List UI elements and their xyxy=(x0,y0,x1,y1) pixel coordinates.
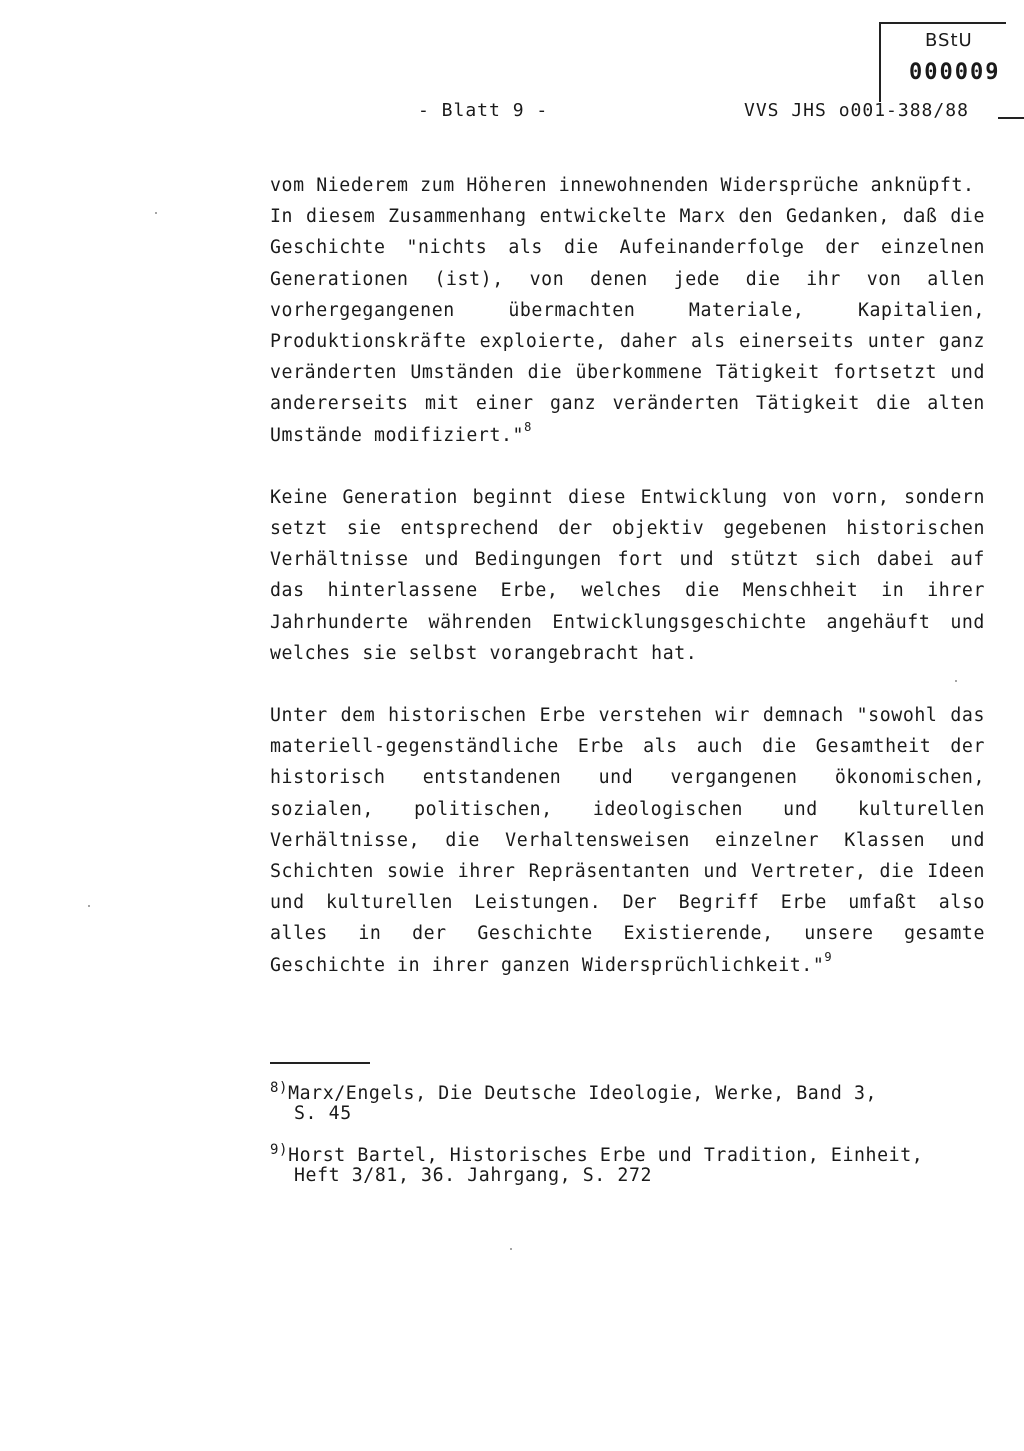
footnote-ref-9: 9 xyxy=(824,949,833,964)
scan-speck xyxy=(155,212,157,214)
footnote-9-line1: Horst Bartel, Historisches Erbe und Tradition, Einheit, xyxy=(288,1145,924,1166)
paragraph-1-text: vom Niederem zum Höheren innewohnenden Widersprüche anknüpft. In diesem Zusammenhang entwickelte Marx den Gedanken, daß die Geschichte "nichts als die Aufeinanderfolge der einzelnen Generationen (ist), von denen jede die ihr von allen vorhergegangenen übermachten Materiale, Kapitalien, Produktionskräfte exploierte, daher als einerseits unter ganz veränderten Umständen die überkommene Tätigkeit fortsetzt und andererseits mit einer ganz veränderten Tätigkeit die alten Umstände modifiziert." xyxy=(270,175,985,446)
scan-speck xyxy=(510,1248,512,1250)
paragraph-2 xyxy=(270,482,985,669)
footnote-divider xyxy=(270,1062,370,1064)
footnote-8-line2: S. 45 xyxy=(294,1103,352,1124)
scan-speck xyxy=(955,680,957,682)
footnote-8-mark: 8) xyxy=(270,1080,289,1096)
page-number: - Blatt 9 - xyxy=(418,100,549,121)
footnote-8-line1: Marx/Engels, Die Deutsche Ideologie, Werke, Band 3, xyxy=(288,1083,878,1104)
footnote-8 xyxy=(270,1078,990,1124)
archive-stamp xyxy=(879,22,1006,102)
footnote-9 xyxy=(270,1140,990,1186)
paragraph-1 xyxy=(270,170,985,451)
footnote-ref-8: 8 xyxy=(524,419,532,434)
body-text xyxy=(270,170,985,1012)
stamp-number: 000009 xyxy=(909,60,1001,85)
stamp-agency: BStU xyxy=(925,30,973,51)
paragraph-3-text: Unter dem historischen Erbe verstehen wir demnach "sowohl das materiell-gegenständliche Erbe als auch die Gesamtheit der historisch entstandenen und vergangenen ökonomischen, sozialen, politischen, ideologischen und kulturellen Verhältnisse, die Verhaltensweisen einzelner Klassen und Schichten sowie ihrer Repräsentanten und Vertreter, die Ideen und kulturellen Leistungen. Der Begriff Erbe umfaßt also alles in der Geschichte Existierende, unsere gesamte Geschichte in ihrer ganzen Widersprüchlichkeit." xyxy=(270,705,985,976)
paragraph-2-text: Keine Generation beginnt diese Entwicklung von vorn, sondern setzt sie entsprechend der objektiv gegebenen historischen Verhältnisse und Bedingungen fort und stützt sich dabei auf das hinterlassene Erbe, welches die Menschheit in ihrer Jahrhunderte währenden Entwicklungsgeschichte angehäuft und welches sie selbst vorangebracht hat. xyxy=(270,486,985,664)
scan-speck xyxy=(88,905,90,907)
paragraph-3 xyxy=(270,700,985,981)
header-rule xyxy=(998,117,1024,119)
footnote-9-line2: Heft 3/81, 36. Jahrgang, S. 272 xyxy=(294,1165,653,1186)
document-reference: VVS JHS o001-388/88 xyxy=(744,100,969,121)
footnote-9-mark: 9) xyxy=(270,1142,289,1158)
